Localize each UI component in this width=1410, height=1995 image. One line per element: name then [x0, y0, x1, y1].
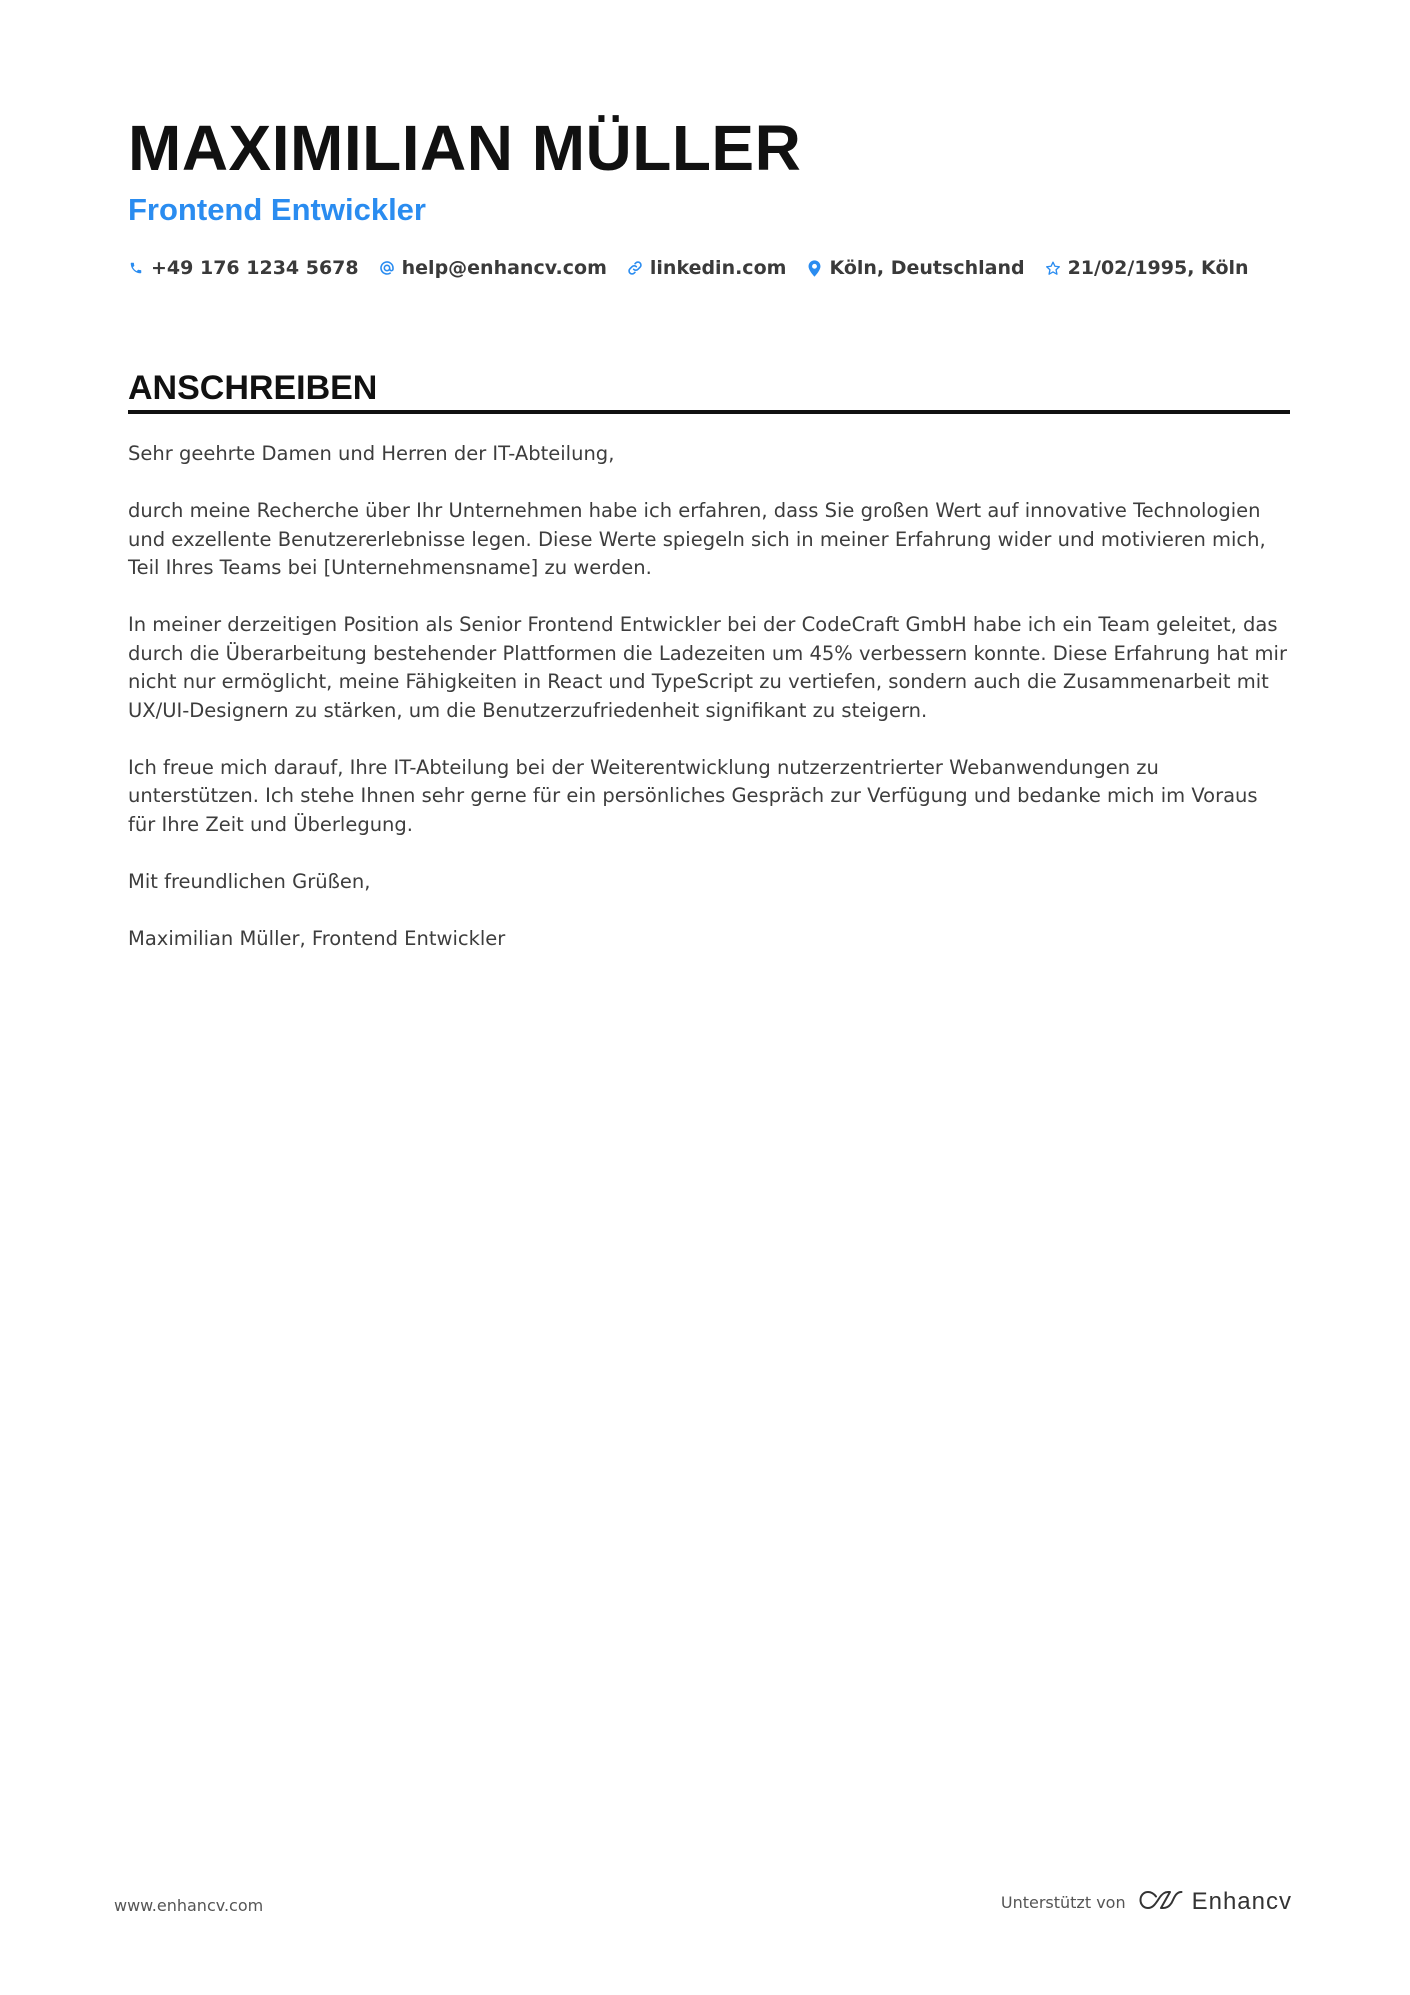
candidate-name: MAXIMILIAN MÜLLER	[128, 112, 802, 184]
contact-linkedin[interactable]	[627, 257, 787, 279]
letter-paragraph: durch meine Recherche über Ihr Unternehmen habe ich erfahren, dass Sie großen Wert auf innovative Technologien und exzellente Benutzererlebnisse legen. Diese Werte spiegeln sich in meiner Erfahrung wider und motivieren mich, Teil Ihres Teams bei [Unternehmensname] zu werden.	[128, 499, 1266, 579]
letter-salutation: Sehr geehrte Damen und Herren der IT-Abteilung,	[128, 442, 615, 465]
star-icon	[1045, 259, 1061, 277]
letter-paragraph: In meiner derzeitigen Position als Senior Frontend Entwickler bei der CodeCraft GmbH habe ich ein Team geleitet, das durch die Überarbeitung bestehender Plattformen die Ladezeiten um 45% verbessern konnte. Diese Erfahrung hat mir nicht nur ermöglicht, meine Fähigkeiten in React und TypeScript zu vertiefen, sondern auch die Zusammenarbeit mit UX/UI-Designern zu stärken, um die Benutzerzufriedenheit signifikant zu steigern.	[128, 613, 1287, 722]
contact-location-text: Köln, Deutschland	[829, 257, 1025, 279]
contact-location	[806, 257, 1024, 279]
powered-by	[1001, 1888, 1292, 1916]
job-title: Frontend Entwickler	[128, 192, 426, 227]
enhancv-logo-text: Enhancv	[1191, 1888, 1292, 1915]
contact-phone[interactable]	[128, 257, 359, 279]
at-icon	[379, 259, 395, 277]
letter-paragraph: Ich freue mich darauf, Ihre IT-Abteilung bei der Weiterentwicklung nutzerzentrierter Webanwendungen zu unterstützen. Ich stehe Ihnen sehr gerne für ein persönliches Gespräch zur Verfügung und bedanke mich im Voraus für Ihre Zeit und Überlegung.	[128, 755, 1258, 836]
contact-birthdate	[1045, 257, 1249, 279]
link-icon	[627, 259, 643, 277]
contact-email-text: help@enhancv.com	[401, 257, 607, 279]
location-pin-icon	[806, 259, 822, 277]
section-title: ANSCHREIBEN	[128, 369, 378, 407]
contact-bar	[128, 252, 1249, 284]
enhancv-logo[interactable]	[1138, 1888, 1292, 1916]
letter-body	[128, 440, 1290, 982]
section-divider	[128, 410, 1290, 414]
contact-email[interactable]	[379, 257, 607, 279]
contact-phone-text: +49 176 1234 5678	[151, 257, 359, 279]
powered-by-label: Unterstützt von	[1000, 1892, 1126, 1912]
enhancv-logo-icon	[1138, 1888, 1184, 1916]
phone-icon	[128, 259, 144, 277]
letter-closing: Mit freundlichen Grüßen,	[128, 869, 371, 893]
contact-linkedin-text: linkedin.com	[649, 257, 787, 279]
letter-signature: Maximilian Müller, Frontend Entwickler	[128, 926, 506, 950]
footer-url-link[interactable]: www.enhancv.com	[114, 1896, 264, 1915]
contact-birthdate-text: 21/02/1995, Köln	[1067, 257, 1249, 279]
